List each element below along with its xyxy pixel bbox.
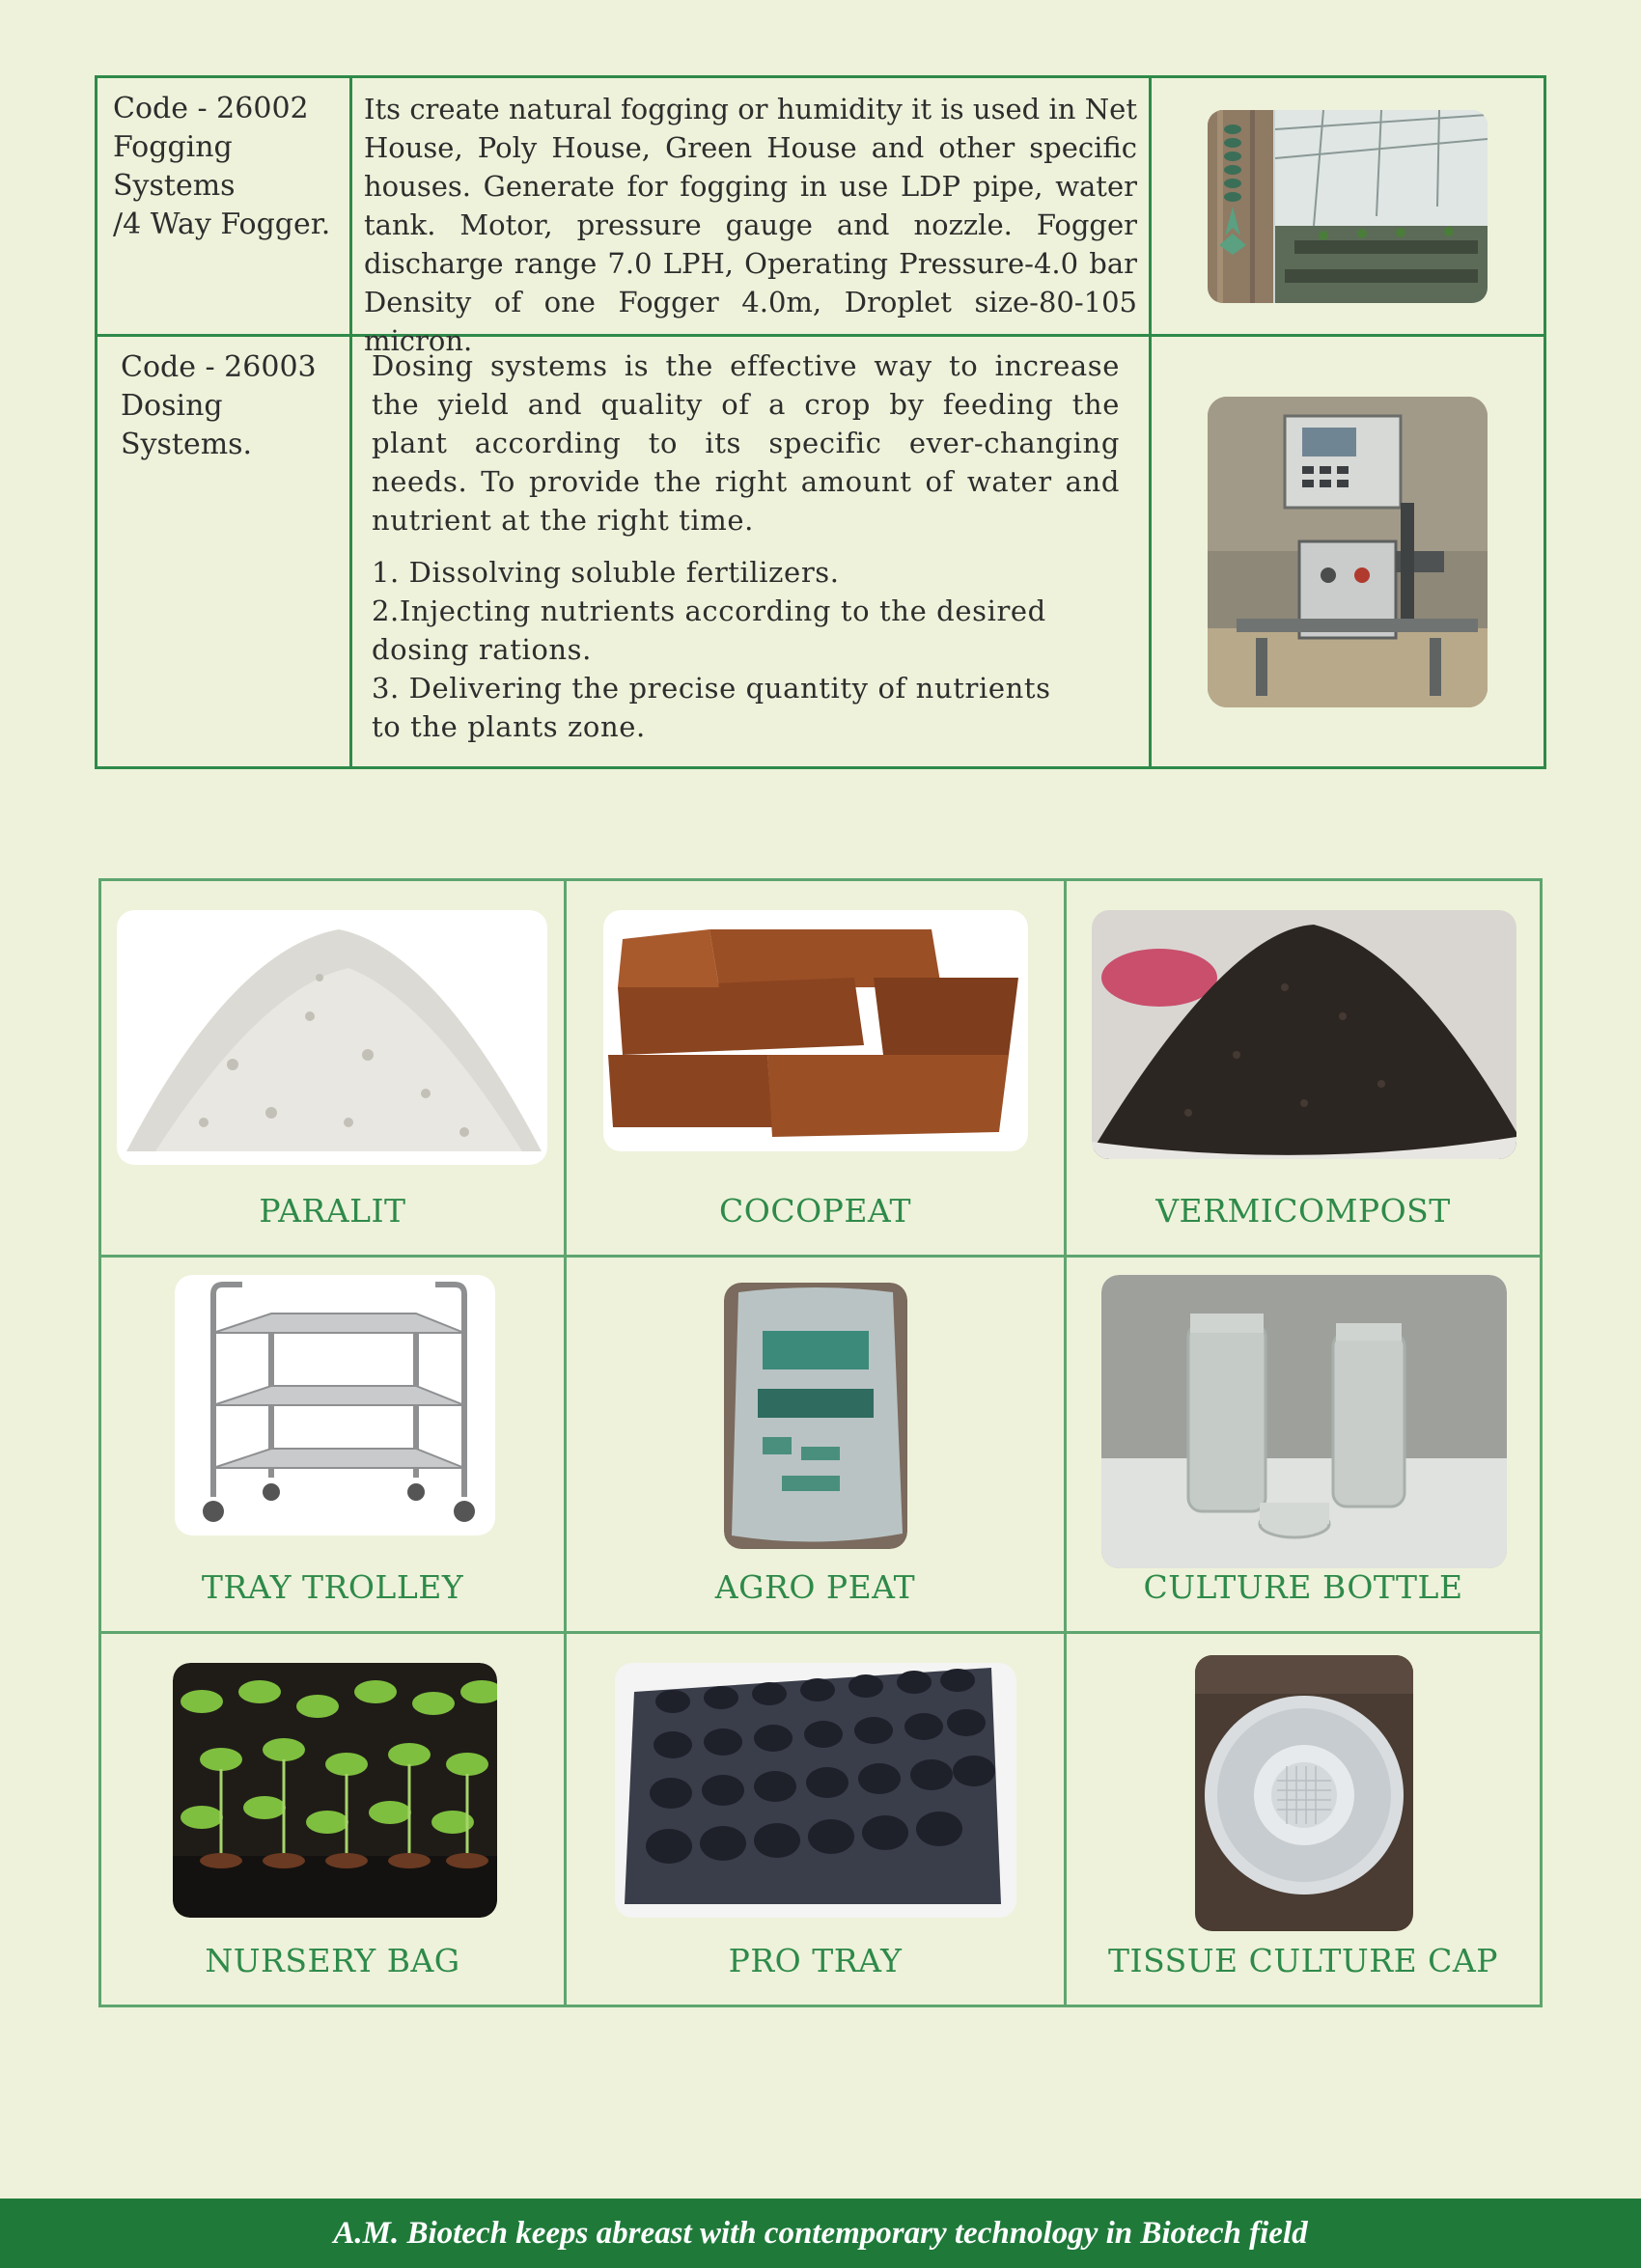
product-name-line: Systems [113, 169, 236, 203]
product-row-dosing [97, 337, 1544, 766]
grid-item-tissue-culture-cap [1067, 1634, 1540, 2005]
feature-list-item: 2.Injecting nutrients according to the desired [372, 595, 1046, 627]
product-image-cell [1152, 78, 1544, 334]
grid-item-cocopeat [567, 881, 1067, 1258]
dosing-system-photo [1208, 397, 1488, 707]
grid-item-label: PRO TRAY [728, 1942, 903, 1979]
product-description-cell [352, 337, 1152, 766]
agro-peat-photo [724, 1283, 907, 1549]
grid-item-nursery-bag [101, 1634, 567, 2005]
feature-list-item: 3. Delivering the precise quantity of nutrients [372, 672, 1051, 705]
grid-item-agro-peat [567, 1258, 1067, 1634]
footer-banner [0, 2199, 1641, 2268]
feature-list-item: to the plants zone. [372, 710, 646, 743]
grid-item-paralit [101, 881, 567, 1258]
grid-item-culture-bottle [1067, 1258, 1540, 1634]
grid-item-label: NURSERY BAG [205, 1942, 460, 1979]
product-name-line: Fogging [113, 130, 233, 164]
nursery-bag-photo [173, 1663, 497, 1918]
product-description: Dosing systems is the effective way to increase the yield and quality of a crop by feeding the plant according to its specific ever-changing needs. To provide the right amount of water and nutrient at the right time. [372, 349, 1120, 537]
footer-tagline: A.M. Biotech keeps abreast with contemporary technology in Biotech field [333, 2215, 1308, 2251]
fogging-system-photo [1208, 110, 1488, 303]
tissue-culture-cap-photo [1195, 1655, 1413, 1931]
pro-tray-photo [615, 1663, 1016, 1918]
vermicompost-photo [1092, 910, 1516, 1159]
grid-item-label: CULTURE BOTTLE [1143, 1568, 1463, 1606]
product-row-fogging [97, 78, 1544, 357]
grid-item-vermicompost [1067, 881, 1540, 1258]
product-code: Code - 26002 [113, 92, 309, 125]
culture-bottle-photo [1101, 1275, 1507, 1568]
grid-item-label: TRAY TROLLEY [201, 1568, 464, 1606]
product-code: Code - 26003 [121, 350, 317, 384]
product-code-cell [97, 78, 352, 334]
product-image-cell [1152, 337, 1544, 766]
product-code-cell [97, 337, 352, 766]
grid-item-tray-trolley [101, 1258, 567, 1634]
grid-item-label: AGRO PEAT [714, 1568, 916, 1606]
feature-list-item: 1. Dissolving soluble fertilizers. [372, 556, 840, 589]
product-description-cell [352, 78, 1152, 357]
grid-item-pro-tray [567, 1634, 1067, 2005]
paralit-photo [117, 910, 547, 1165]
product-grid [98, 878, 1543, 2007]
product-name-line: /4 Way Fogger. [113, 207, 331, 241]
grid-item-label: VERMICOMPOST [1155, 1192, 1451, 1230]
product-name-line: Systems. [121, 428, 253, 461]
product-table [95, 75, 1546, 769]
cocopeat-photo [603, 910, 1028, 1151]
grid-item-label: PARALIT [259, 1192, 406, 1230]
grid-item-label: TISSUE CULTURE CAP [1108, 1942, 1498, 1979]
tray-trolley-photo [175, 1275, 495, 1535]
feature-list-item: dosing rations. [372, 633, 592, 666]
grid-item-label: COCOPEAT [719, 1192, 911, 1230]
feature-list [372, 553, 1120, 746]
product-description: Its create natural fogging or humidity it is used in Net House, Poly House, Green House and other specific houses. Generate for fogging in use LDP pipe, water tank. Motor, pressure gauge and nozzle. Fogger discharge range 7.0 LPH, Operating Pressure-4.0 bar Density of one Fogger 4.0m, Droplet size-80-105 micron. [364, 93, 1137, 357]
product-name-line: Dosing [121, 389, 223, 423]
